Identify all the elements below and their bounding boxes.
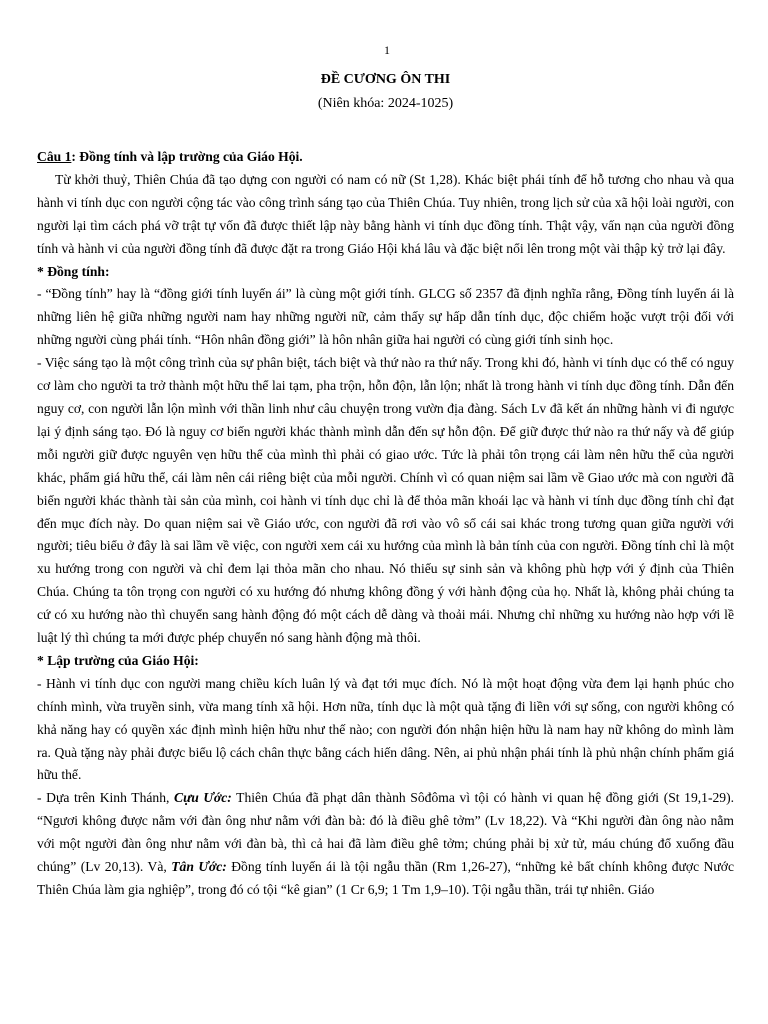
section-heading-church-position: * Lập trường của Giáo Hội: [37, 652, 199, 668]
document-body [37, 146, 734, 902]
paragraph-moral-dimension: - Hành vi tính dục con người mang chiều kích luân lý và đạt tới mục đích. Nó là một hoạt động vừa đem lại hạnh phúc cho chính mình, vừa truyền sinh, vừa mang tính xã hội. Hơn nữa, tính dục là một quà tặng đi liền với sự sống, con người không có khả năng hay có quyền xác định mình hiện hữu như thế nào; con người đón nhận hiện hữu là nam hay nữ không do mình làm ra. Quà tặng này phải được biểu lộ cách chân thực bằng cách hiến dâng. Nên, ai phủ nhận phái tính là phủ nhận chính phẩm giá hữu thể. [37, 675, 734, 783]
old-testament-label: Cựu Ước: [174, 790, 232, 806]
question-label: Câu 1 [37, 149, 72, 164]
question-heading [37, 146, 734, 169]
document-title: ĐỀ CƯƠNG ÔN THI [320, 72, 451, 87]
document-subtitle: (Niên khóa: 2024-1025) [317, 96, 454, 111]
new-testament-text: Đồng tính luyến ái là tội ngẫu thần (Rm 1,26-27), “những kẻ bất chính không được Nước Thiên Chúa làm gia nghiệp”, trong đó có tội “kê gian” (1 Cr 6,9; 1 Tm 1,9–10). Tội ngẫu thần, trái tự nhiên. Giáo [37, 859, 734, 897]
section-heading-dong-tinh: * Đồng tính: [37, 263, 110, 279]
page-number: 1 [384, 43, 390, 57]
question-title: : Đồng tính và lập trường của Giáo Hội. [71, 149, 303, 164]
scripture-intro: - Dựa trên Kinh Thánh, [37, 790, 175, 806]
new-testament-label: Tân Ước: [171, 859, 227, 875]
paragraph-definition: - “Đồng tính” hay là “đồng giới tính luyến ái” là cùng một giới tính. GLCG số 2357 đã định nghĩa rằng, Đồng tính luyến ái là những liên hệ giữa những người nam hay những người nữ, cảm thấy sự hấp dẫn tính dục, độc chiếm hoặc vượt trội đối với những người cùng phái tính. “Hôn nhân đồng giới” là hôn nhân giữa hai người có cùng giới tính sinh học. [37, 286, 734, 348]
paragraph-creation: - Việc sáng tạo là một công trình của sự phân biệt, tách biệt và thứ nào ra thứ nấy. Trong khi đó, hành vi tính dục có thể có nguy cơ làm cho người ta trở thành một hữu thể lai tạm, pha trộn, hỗn độn, lẫn lộn; nhất là trong hành vi tính dục đồng tính. Dẫn đến nguy cơ, con người lẫn lộn mình với thần linh như câu chuyện trong vườn địa đàng. Sách Lv đã kết án những hành vi đi ngược lại ý định sáng tạo. Đó là nguy cơ biến người khác thành mình dẫn đến sự hỗn độn. Để giữ được thứ nào ra thứ nấy và để giúp mỗi người giữ được nguyên vẹn hữu thể của mình thì phải có giao ước. Tức là phải tôn trọng cái làm nên hữu thể của người khác, phẩm giá hữu thể, cái làm nên cái riêng biệt của mỗi người. Chính vì có quan niệm sai lầm về Giao ước mà con người đã biến người khác thành tài sản của mình, coi hành vi tính dục chỉ là để thỏa mãn khoái lạc và hành vi tính dục đồng tính chỉ đạt đến mục đích này. Do quan niệm sai về Giáo ước, con người đã rơi vào vô số cái sai khác trong tương quan giữa người với người; tiêu biểu ở đây là sai lầm về việc, con người xem cái xu hướng của mình là bản tính của con người. Đồng tính chỉ là một xu hướng trong con người và chỉ đem lại thỏa mãn cho nhau. Nó thiếu sự sinh sản và không phù hợp với ý định của Thiên Chúa. Chúng ta tôn trọng con người có xu hướng đó nhưng không đồng ý với hành động của họ. Nhất là, không phải chúng ta cứ có xu hướng nào thì chuyển sang hành động đó một cách dễ dàng và thoải mái. Nhưng chỉ những xu hướng nào hợp với lề luật lý thì chúng ta mới được phép chuyển nó sang hành động mà thôi. [37, 355, 734, 646]
paragraph-scripture [37, 787, 734, 902]
intro-paragraph: Từ khởi thuỷ, Thiên Chúa đã tạo dựng con người có nam có nữ (St 1,28). Khác biệt phái tính để hỗ tương cho nhau và qua hành vi tính dục con người cộng tác vào công trình sáng tạo của Thiên Chúa. Tuy nhiên, trong lịch sử của xã hội loài người, con người lại tìm cách phá vỡ trật tự vốn đã được thiết lập này bằng hành vi tính dục đồng tính. Thật vậy, vấn nạn của người đồng tính và hành vi của người đồng tính đã được đặt ra trong Giáo Hội khá lâu và đặc biệt nổi lên trong một vài thập kỷ trở lại đây. [37, 171, 734, 256]
old-testament-text: Thiên Chúa đã phạt dân thành Sôđôma vì tội có hành vi quan hệ đồng giới (St 19,1-29). “Ngươi không được nằm với đàn ông như nằm với đàn bà: đó là điều ghê tởm” (Lv 18,22). Và “Khi người đàn ông nào nằm với một người đàn ông như nằm với đàn bà, thì cả hai đã làm điều ghê tởm; chúng phải bị xử tử, máu chúng đổ xuống đầu chúng” (Lv 20,13). Và, [37, 790, 734, 875]
